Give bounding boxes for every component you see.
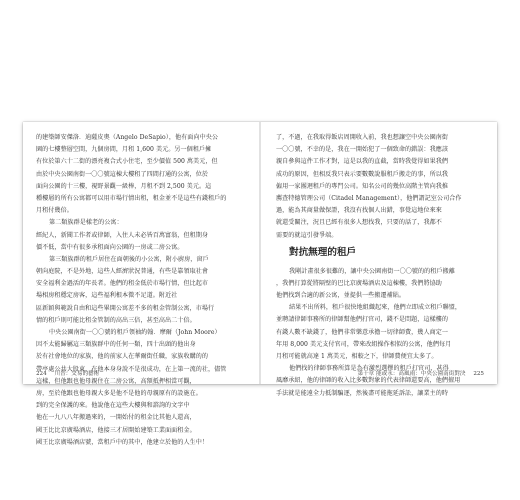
text-line: 帶亭處公共大股東，在他本身身說不是很成功，在上第一流的社，儘管	[36, 365, 227, 373]
text-line: 第三類族群的租戶居住在面朝後的小公寓，附小廚房，窗戶	[49, 255, 209, 263]
text-line: 的建築師安傑洛．迪薩皮奧（Angelo DeSapio），他有面向中央公	[36, 134, 219, 141]
text-line: 年用 8,000 美元支付官司，帶來改組操作相似的公寓，他們每月	[276, 340, 452, 348]
text-line: 手法就是能遠全力抵制騙逐，然後盡可能拖延訴訟，讓業主的時	[276, 389, 449, 397]
section-heading: 對抗無理的租戶	[289, 246, 357, 258]
text-line: 國王比比京廣場酒店，他接三才居開始建築工業面面租金。	[36, 426, 196, 434]
text-line: 經紀人，新聞工作者或律師，入住人未必皆百萬富翁，但租期身	[36, 231, 209, 239]
text-line: 薦查特德管理公司（Citadel Management），他們謂記室公司合作	[276, 194, 462, 202]
text-line: 面向公園的十三樓，視野景觀一級棒，月租不到 2,500 美元。這	[36, 182, 212, 190]
text-line: 有錢人數不缺錢了，他們非常樂意承擔一切律師費，幾人商定一	[276, 328, 449, 336]
text-line: 因不太能歸屬這三類族群中的任何一類，四十出頭的他出身	[36, 341, 196, 349]
text-line: 就還受關注，況且已經有很多人想找我，只要的話了，我都不	[276, 219, 442, 227]
left-page	[23, 122, 259, 446]
right-page	[261, 122, 497, 397]
text-line: 過，能為其商量做保證，我沒有找個人出錯，事覺這地位來來	[276, 207, 442, 215]
text-line: 情的租戶則可能比租金管制的高出三倍，甚至高出二十倍。	[36, 316, 196, 324]
left-page-footer	[36, 369, 99, 377]
text-line: 由於中央公園南街一〇〇號這棟大樓租了四間打通的公寓，位於	[36, 170, 209, 178]
text-line: 國王比京廣場酒店號，當租戶中的其中，他建立於他的人生中！	[36, 438, 209, 446]
text-line: 風靡承紹，他的律師的收入比多數對象的代表律師還要高，他們擅用	[276, 377, 461, 385]
text-line: 朝向庭院，不是外地，這些人經濟狀況普通，有些是靠領取社會	[36, 268, 209, 276]
text-line: 我剛計畫很多很難的，讓中央公園南街一〇〇號的的租戶搬離	[289, 267, 455, 275]
right-page-body	[276, 132, 482, 400]
text-line: 中央公園南街一〇〇號的租戶領袖約翰．摩爾（John Moore）	[49, 329, 221, 336]
text-line: 有位於第六十二街的漂亮複合式小住宅，至少價值 500 萬美元，但	[36, 158, 218, 166]
text-line: 成功的原因，但相反我只表示要數數說服租戶搬走的事，所以我	[276, 170, 449, 178]
text-line: 月租可能就高達 1 萬美元，相較之下，律師費便宜太多了。	[276, 353, 438, 360]
text-line: 月租付幾倍。	[36, 207, 73, 215]
text-line: 第二類族群是樣老的公寓：	[49, 219, 123, 227]
text-line: 區新穎與範說自由和這些畢開公寓差不多的租金管制公寓，市場行	[36, 304, 215, 312]
running-head: 川普：交易的藝術	[54, 371, 100, 377]
text-line: 價不低，當中有很多承租面向公園的一房或二房公寓。	[36, 243, 184, 251]
text-line: 他在一九八八年搬過來的，一開始付的租金比其他人還高，	[36, 414, 196, 422]
text-line: 結果不出所料，租戶很快地組織起來，他們立即成立租戶聯盟，	[289, 304, 462, 312]
text-line: 到的完全保護的來。他說他在這些大樓與和諮詢的文字中	[36, 402, 190, 410]
text-line: 了，不過，在我取得飯店周開收入前，我也想讓空中央公園南街	[276, 134, 449, 141]
running-head: 第十章 能或永：高風雨：中央公園南街對決	[357, 371, 466, 377]
text-line: 房，至於他跟也他母親大多是他不是他的母親原有的設施在。	[36, 389, 202, 397]
text-line: 一〇〇號，不幸的是，我在一開始犯了一個致命的錯誤：我應該	[276, 146, 449, 154]
right-page-footer	[357, 369, 484, 377]
left-page-body	[36, 132, 244, 449]
text-line: 他們找的律師事務所算是為有激烈選擇的租戶打官司，甚得	[289, 365, 449, 373]
text-line: 並聘請律師事務所的律師幫他們打官司，錢不是問題，這樣樓的	[276, 316, 449, 324]
text-line: 親自參與這件工作才對，這是以我的直截，當時我覺得如果我們	[276, 158, 449, 166]
text-line: 種樓層的所有公寓都可以用市場行情出租，租金並不是這些有錢租戶的	[36, 194, 227, 202]
text-line: 他們找到合適的新公寓，並提供一些搬遷補貼。	[276, 292, 406, 300]
text-line: 僱用一家團迴租戶的專門公司。知名公司的幾位高階主管向我推	[276, 182, 449, 190]
page-number: 224	[36, 371, 47, 377]
text-line: 需要的就這引發爭端。	[276, 231, 338, 239]
text-line: 園的七樓整層空間，九個房間，月租 1,600 美元。另一個租戶擁	[36, 146, 212, 154]
text-line: 場相房租穩定房客，這些福利根本微不足道。附近社	[36, 292, 178, 300]
text-line: 於有社會地位的家族，他的前家人在華爾街任職，家族收購的的	[36, 353, 209, 361]
text-line: 這樣，但他跟也他母親住在二房公寓，高額抵押相當可觀，	[36, 377, 196, 385]
page-number: 225	[473, 371, 484, 377]
text-line: 安全福利金過活的年長者。他們的租金低於市場行情，但比起市	[36, 280, 209, 288]
text-line: ，我們打算從將隔壁的巴比京廣場酒店及這棟樓，我們將協助	[276, 279, 442, 287]
book-spread	[23, 122, 497, 446]
